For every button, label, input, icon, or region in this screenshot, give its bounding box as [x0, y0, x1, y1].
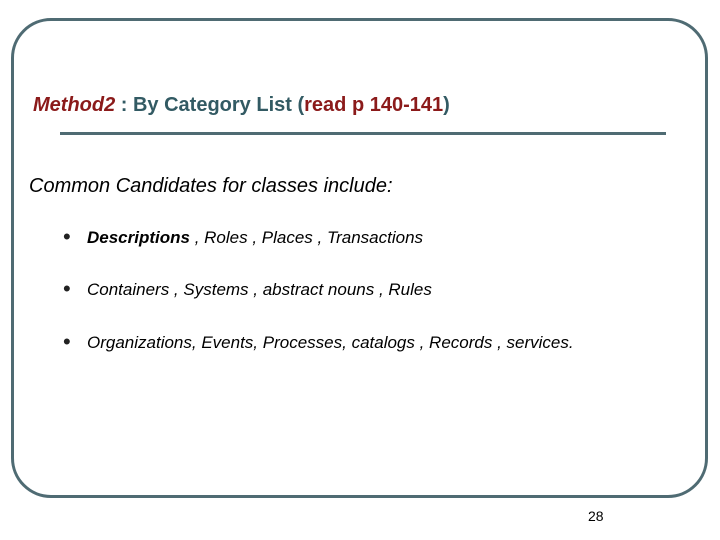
title-close-paren: )	[443, 94, 450, 116]
bullet-text	[87, 228, 423, 248]
bullet-rest-text: Organizations, Events, Processes, catalogs , Records , services.	[87, 333, 574, 352]
slide-title	[33, 94, 450, 117]
title-underline	[60, 132, 666, 135]
bullet-text	[87, 280, 432, 300]
bullet-dot-icon: •	[63, 276, 71, 301]
bullet-dot-icon: •	[63, 224, 71, 249]
bullet-bold-text: Descriptions	[87, 228, 190, 247]
title-method: Method2	[33, 94, 116, 116]
bullet-rest-text: Containers , Systems , abstract nouns , Rules	[87, 280, 432, 299]
intro-text: Common Candidates for classes include:	[29, 175, 393, 197]
bullet-dot-icon: •	[63, 329, 71, 354]
bullet-text	[87, 333, 574, 353]
title-topic: : By Category List (	[115, 94, 305, 116]
bullet-rest-text: , Roles , Places , Transactions	[189, 228, 424, 247]
slide-frame	[11, 18, 708, 498]
title-reference: read p 140-141	[304, 94, 444, 116]
page-number: 28	[588, 508, 604, 524]
